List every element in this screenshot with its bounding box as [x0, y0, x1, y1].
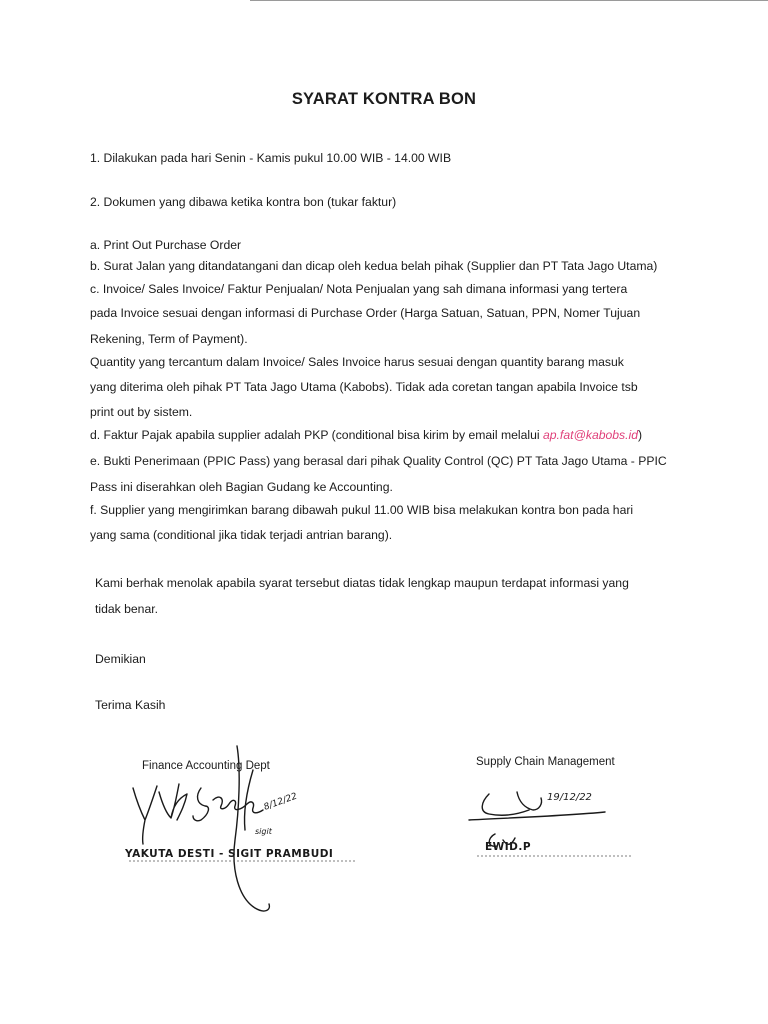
item-c-line-1: c. Invoice/ Sales Invoice/ Faktur Penjualan/ Nota Penjualan yang sah dimana informasi yang tertera [90, 282, 628, 296]
item-c-line-3: Rekening, Term of Payment). [90, 332, 248, 346]
supply-chain-label: Supply Chain Management [476, 756, 615, 768]
item-e-line-2: Pass ini diserahkan oleh Bagian Gudang ke Accounting. [90, 480, 393, 494]
finance-dept-label: Finance Accounting Dept [142, 760, 270, 772]
finance-signature [115, 740, 375, 920]
quantity-line-3: print out by sistem. [90, 405, 193, 419]
closing-line-1: Kami berhak menolak apabila syarat tersebut diatas tidak lengkap maupun terdapat informasi yang [95, 576, 629, 590]
finance-signatory-names: YAKUTA DESTI - SIGIT PRAMBUDI [125, 848, 334, 860]
item-f-line-1: f. Supplier yang mengirimkan barang dibawah pukul 11.00 WIB bisa melakukan kontra bon pada hari [90, 503, 634, 517]
closing-terima-kasih: Terima Kasih [95, 698, 166, 712]
supply-chain-signatory-name: EWID.P [485, 841, 532, 853]
supply-chain-signature [455, 780, 645, 870]
item-e-line-1: e. Bukti Penerimaan (PPIC Pass) yang berasal dari pihak Quality Control (QC) PT Tata Jago Utama - PPIC [90, 454, 667, 468]
email-link[interactable]: ap.fat@kabobs.id [542, 428, 639, 442]
item-a: a. Print Out Purchase Order [90, 238, 242, 252]
item-c-line-2: pada Invoice sesuai dengan informasi di Purchase Order (Harga Satuan, Satuan, PPN, Nomer Tujuan [90, 306, 641, 320]
scan-edge-line [250, 0, 768, 1]
quantity-line-1: Quantity yang tercantum dalam Invoice/ Sales Invoice harus sesuai dengan quantity barang masuk [90, 355, 624, 369]
item-1: 1. Dilakukan pada hari Senin - Kamis pukul 10.00 WIB - 14.00 WIB [90, 151, 452, 165]
closing-demikian: Demikian [95, 652, 146, 666]
item-d [90, 428, 642, 442]
item-f-line-2: yang sama (conditional jika tidak terjadi antrian barang). [90, 528, 393, 542]
quantity-line-2: yang diterima oleh pihak PT Tata Jago Utama (Kabobs). Tidak ada coretan tangan apabila Invoice tsb [90, 380, 638, 394]
finance-signature-date: 8/12/22 [262, 791, 299, 813]
document-title: SYARAT KONTRA BON [291, 90, 477, 108]
closing-line-2: tidak benar. [95, 602, 159, 616]
item-d-text: d. Faktur Pajak apabila supplier adalah PKP (conditional bisa kirim by email melalui [90, 428, 543, 442]
supply-chain-signature-date: 19/12/22 [547, 792, 592, 803]
item-d-close: ) [638, 428, 643, 442]
name-correction-note: sigit [255, 827, 272, 836]
item-b: b. Surat Jalan yang ditandatangani dan dicap oleh kedua belah pihak (Supplier dan PT Tata Jago Utama) [90, 259, 658, 273]
item-2: 2. Dokumen yang dibawa ketika kontra bon (tukar faktur) [90, 195, 397, 209]
